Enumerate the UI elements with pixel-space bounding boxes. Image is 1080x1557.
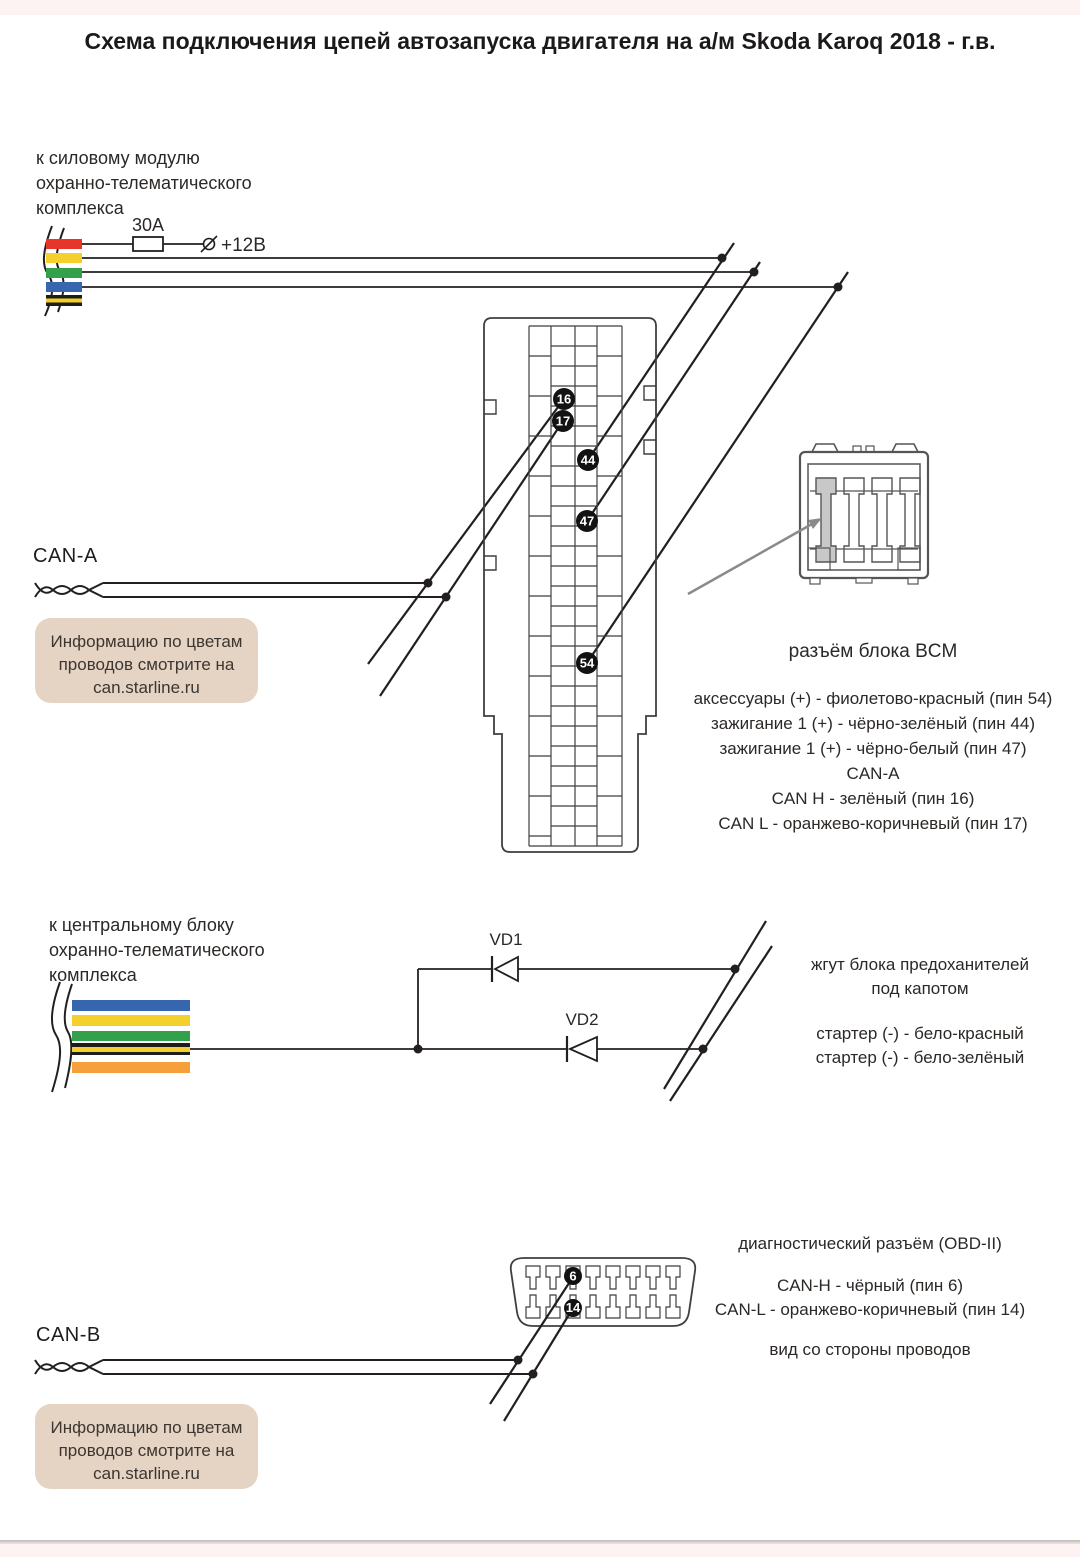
diode-vd2-label: VD2: [565, 1010, 599, 1029]
pinout-line: CAN H - зелёный (пин 16): [771, 789, 975, 808]
obd-pin-6-marker: [564, 1267, 582, 1285]
pinout-line: зажигание 1 (+) - чёрно-белый (пин 47): [719, 739, 1027, 758]
fuse-rating-label: 30A: [131, 215, 165, 235]
power-module-label: к силовому модулю охранно-телематического комплекса: [36, 148, 252, 218]
bcm-photo-connector: [800, 444, 928, 584]
svg-text:14: 14: [565, 1300, 581, 1315]
fuse-circuit: [82, 236, 217, 252]
obd-caption: диагностический разъём (OBD-II): [738, 1234, 1002, 1253]
obd-connector-drawing: [511, 1258, 695, 1326]
central-module-label: к центральному блоку охранно-телематического комплекса: [49, 915, 265, 985]
svg-text:6: 6: [569, 1268, 577, 1284]
obd-pin-14-marker: [564, 1299, 582, 1317]
power-lines: [82, 258, 838, 287]
pointer-arrow-icon: [688, 518, 822, 594]
obd-diagonals: [490, 1277, 573, 1421]
svg-text:47: 47: [579, 513, 595, 529]
wire-red: [46, 239, 82, 249]
svg-text:17: 17: [555, 413, 571, 429]
info-box-can-colors-1: Информацию по цветам проводов смотрите на can.starline.ru: [35, 618, 258, 703]
fusebox-harness-label: жгут блока предоханителей под капотом: [810, 955, 1030, 998]
pinout-line: CAN-A: [846, 764, 900, 783]
can-a-pair: [35, 583, 446, 597]
pinout-line: CAN L - оранжево-коричневый (пин 17): [718, 814, 1028, 833]
bcm-pinout-list: [676, 686, 1070, 836]
bcm-connector-caption: разъём блока BCM: [788, 641, 958, 662]
svg-text:16: 16: [556, 391, 572, 407]
central-harness-wires: [72, 1000, 190, 1073]
obd-pin-slots: [526, 1266, 680, 1318]
obd-view-label: вид со стороны проводов: [769, 1340, 971, 1359]
wire-green: [72, 1031, 190, 1041]
can-b-pair: [35, 1356, 538, 1379]
power-harness-wires: [46, 239, 82, 306]
power-terminal-icon: [201, 236, 217, 252]
obd-wires-label: CAN-H - чёрный (пин 6) CAN-L - оранжево-коричневый (пин 14): [714, 1276, 1026, 1319]
bcm-pin-47-marker: [576, 510, 598, 532]
wire-green: [46, 268, 82, 278]
wire-blue: [72, 1000, 190, 1011]
bcm-connector-grid: [529, 326, 622, 846]
pinout-line: зажигание 1 (+) - чёрно-зелёный (пин 44): [710, 714, 1035, 733]
wire-yellow: [46, 253, 82, 263]
bcm-pin-16-marker: [553, 388, 575, 410]
can-b-label: CAN-B: [36, 1324, 101, 1346]
bcm-pin-54-marker: [576, 652, 598, 674]
wire-blue: [46, 282, 82, 292]
can-starline-link: can.starline.ru: [93, 1464, 200, 1483]
bcm-pin-17-marker: [552, 410, 574, 432]
starter-circuit-lines: [190, 969, 735, 1049]
bcm-pin-diagonals: [368, 243, 848, 696]
page-bottom-margin: [0, 1544, 1080, 1557]
diode-vd1-label: VD1: [489, 930, 523, 949]
bcm-pin-44-marker: [577, 449, 599, 471]
fusebox-harness-lines: [664, 921, 772, 1101]
central-harness-brace: [52, 982, 72, 1092]
wire-yellow: [72, 1015, 190, 1026]
fuse-symbol: [133, 237, 163, 251]
wire-orange: [72, 1062, 190, 1073]
pinout-line: аксессуары (+) - фиолетово-красный (пин 54): [693, 689, 1053, 708]
info-box-can-colors-2: Информацию по цветам проводов смотрите на can.starline.ru: [35, 1404, 258, 1489]
can-a-label: CAN-A: [33, 545, 98, 567]
diode-vd1: [492, 956, 518, 982]
junction-dots-top: [424, 254, 843, 602]
svg-text:54: 54: [579, 655, 595, 671]
power-12v-label: +12В: [221, 235, 266, 256]
starter-wires-label: стартер (-) - бело-красный стартер (-) - бело-зелёный: [815, 1024, 1025, 1067]
page-title: Схема подключения цепей автозапуска двигателя на а/м Skoda Karoq 2018 - г.в.: [84, 28, 996, 54]
diode-vd2: [567, 1036, 597, 1062]
can-starline-link: can.starline.ru: [93, 678, 200, 697]
svg-text:44: 44: [580, 452, 596, 468]
